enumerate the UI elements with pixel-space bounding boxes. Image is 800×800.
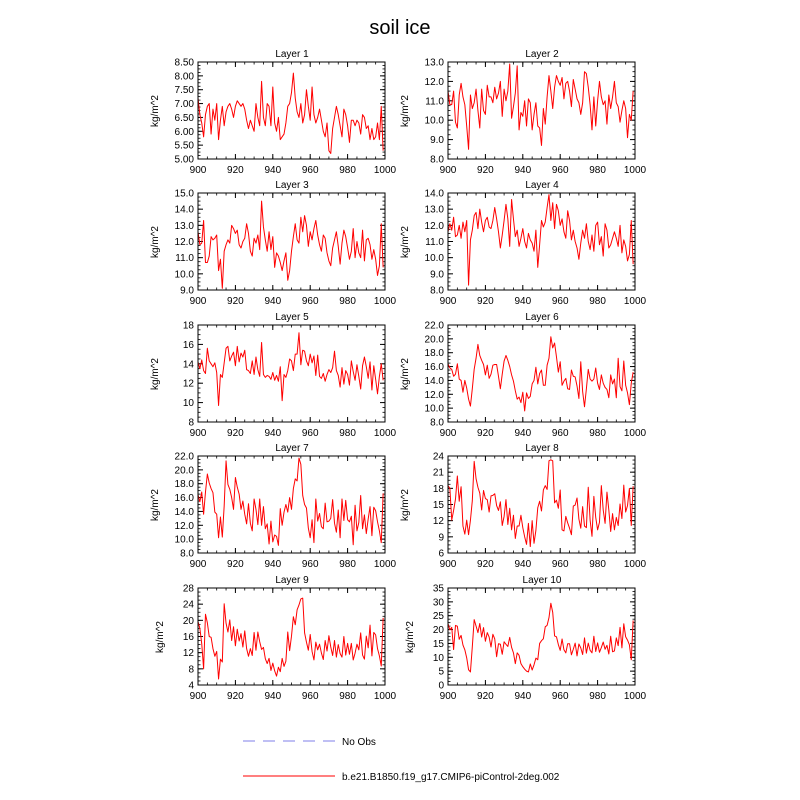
x-tick-label: 940 [514, 428, 532, 439]
y-tick-label: 20 [432, 625, 444, 637]
panel-title: Layer 8 [525, 443, 559, 454]
y-tick-label: 8.0 [430, 154, 444, 166]
y-tick-label: 18.0 [424, 348, 444, 360]
x-tick-label: 940 [264, 559, 282, 570]
y-tick-label: 6.50 [174, 112, 194, 124]
y-tick-label: 5.50 [174, 140, 194, 152]
x-tick-label: 900 [189, 691, 207, 702]
x-tick-label: 980 [339, 165, 356, 176]
x-tick-label: 1000 [373, 691, 397, 702]
x-tick-label: 1000 [373, 296, 397, 307]
x-tick-label: 920 [227, 428, 244, 439]
x-tick-label: 900 [189, 296, 207, 307]
x-tick-label: 1000 [373, 428, 397, 439]
x-tick-label: 1000 [623, 559, 647, 570]
x-tick-label: 900 [189, 165, 207, 176]
y-tick-label: 11.0 [175, 253, 194, 265]
y-tick-label: 8.0 [430, 285, 444, 297]
legend-label-no-obs: No Obs [342, 737, 376, 748]
x-tick-label: 920 [477, 428, 494, 439]
y-tick-label: 6.00 [174, 126, 194, 138]
y-axis-label: kg/m^2 [150, 226, 161, 258]
plot-area-4 [425, 189, 647, 308]
plot-area-1 [175, 58, 397, 177]
y-tick-label: 12 [432, 516, 444, 528]
y-tick-label: 16.0 [424, 362, 444, 374]
plot-area-9 [183, 584, 397, 703]
y-tick-label: 15.0 [174, 188, 194, 200]
x-tick-label: 980 [589, 296, 606, 307]
panel-layer-5 [150, 312, 309, 390]
x-tick-label: 960 [301, 559, 319, 570]
panel-title: Layer 7 [275, 443, 309, 454]
y-tick-label: 12.0 [424, 220, 444, 232]
x-tick-label: 960 [551, 559, 569, 570]
x-tick-label: 900 [189, 559, 207, 570]
x-tick-label: 900 [439, 165, 457, 176]
y-tick-label: 24 [182, 599, 194, 611]
y-tick-label: 28 [182, 583, 194, 595]
x-tick-label: 1000 [623, 165, 647, 176]
x-tick-label: 980 [339, 296, 356, 307]
y-tick-label: 20.0 [424, 334, 444, 346]
legend-label-model: b.e21.B1850.f19_g17.CMIP6-piControl-2deg.002 [342, 772, 560, 783]
panel-title: Layer 3 [275, 180, 309, 191]
y-tick-label: 13.0 [424, 57, 444, 69]
y-tick-label: 8.50 [174, 57, 194, 69]
x-tick-label: 920 [477, 559, 494, 570]
x-tick-label: 900 [439, 559, 457, 570]
x-tick-label: 900 [439, 691, 457, 702]
x-tick-label: 1000 [623, 296, 647, 307]
panel-title: Layer 6 [525, 312, 559, 323]
y-axis-label: kg/m^2 [405, 621, 416, 653]
y-axis-label: kg/m^2 [400, 358, 411, 390]
x-tick-label: 960 [301, 691, 319, 702]
y-tick-label: 10.0 [174, 269, 194, 281]
x-tick-label: 1000 [373, 165, 397, 176]
y-tick-label: 25 [432, 611, 444, 623]
y-tick-label: 14 [182, 359, 194, 371]
y-tick-label: 20 [182, 615, 194, 627]
y-tick-label: 24 [432, 451, 444, 463]
x-tick-label: 940 [514, 165, 532, 176]
y-tick-label: 7.50 [174, 85, 194, 97]
panel-title: Layer 5 [275, 312, 309, 323]
series-line [448, 337, 633, 411]
x-tick-label: 980 [339, 428, 356, 439]
y-tick-label: 18 [182, 320, 194, 332]
panel-layer-9 [155, 575, 309, 653]
y-tick-label: 0 [438, 680, 444, 692]
y-tick-label: 12.0 [174, 237, 194, 248]
y-axis-label: kg/m^2 [150, 95, 161, 127]
y-tick-label: 18 [432, 483, 444, 495]
x-tick-label: 900 [439, 428, 457, 439]
y-tick-label: 14.0 [174, 506, 194, 518]
plot-area-6 [425, 321, 647, 440]
x-tick-label: 1000 [623, 428, 647, 439]
y-axis-label: kg/m^2 [400, 489, 411, 521]
y-tick-label: 8.0 [180, 548, 194, 560]
x-tick-label: 1000 [373, 559, 397, 570]
y-tick-label: 22.0 [174, 451, 194, 463]
x-tick-label: 920 [227, 559, 244, 570]
x-tick-label: 940 [514, 691, 532, 702]
y-tick-label: 9.0 [430, 135, 444, 147]
x-tick-label: 960 [551, 428, 569, 439]
y-tick-label: 9.0 [430, 269, 444, 281]
x-tick-label: 920 [227, 296, 244, 307]
series-line [198, 73, 383, 153]
x-tick-label: 960 [301, 296, 319, 307]
y-tick-label: 8.0 [430, 417, 444, 429]
y-axis-label: kg/m^2 [150, 489, 161, 521]
panel-title: Layer 4 [525, 180, 559, 191]
y-tick-label: 22.0 [424, 320, 444, 332]
x-tick-label: 900 [439, 296, 457, 307]
y-tick-label: 12.0 [174, 520, 194, 532]
series-line [198, 598, 383, 679]
series-line [198, 458, 383, 545]
plot-frame [198, 325, 385, 422]
y-tick-label: 10.0 [174, 534, 194, 546]
panel-title: Layer 10 [522, 575, 562, 586]
x-tick-label: 940 [264, 691, 282, 702]
plot-frame [448, 588, 635, 685]
y-axis-label: kg/m^2 [400, 95, 411, 127]
x-tick-label: 920 [477, 691, 494, 702]
y-tick-label: 14.0 [424, 188, 444, 200]
x-tick-label: 980 [589, 559, 606, 570]
x-tick-label: 1000 [623, 691, 647, 702]
x-tick-label: 960 [551, 165, 569, 176]
y-tick-label: 10 [432, 652, 444, 664]
y-tick-label: 15 [432, 500, 444, 511]
plot-frame [448, 456, 635, 553]
y-tick-label: 5.00 [174, 154, 194, 166]
y-tick-label: 12.0 [424, 389, 444, 401]
plot-frame [448, 193, 635, 290]
legend [243, 737, 560, 783]
x-tick-label: 980 [339, 559, 356, 570]
x-tick-label: 940 [264, 428, 282, 439]
x-tick-label: 940 [514, 296, 532, 307]
x-tick-label: 940 [514, 559, 532, 570]
y-tick-label: 13.0 [424, 204, 444, 216]
x-tick-label: 940 [264, 296, 282, 307]
y-tick-label: 6 [438, 548, 444, 560]
y-tick-label: 12 [182, 648, 194, 660]
panel-title: Layer 1 [275, 49, 309, 60]
y-tick-label: 7.00 [174, 99, 194, 111]
y-tick-label: 12.0 [424, 76, 444, 88]
y-tick-label: 10 [182, 398, 194, 410]
y-tick-label: 9 [438, 532, 444, 544]
plot-area-7 [175, 452, 397, 571]
y-axis-label: kg/m^2 [155, 621, 166, 653]
y-tick-label: 10.0 [424, 253, 444, 265]
x-tick-label: 920 [477, 296, 494, 307]
x-tick-label: 980 [589, 428, 606, 439]
y-tick-label: 20.0 [174, 465, 194, 477]
y-tick-label: 10.0 [424, 115, 444, 127]
series-line [448, 603, 633, 672]
y-axis-label: kg/m^2 [400, 226, 411, 258]
x-tick-label: 980 [339, 691, 356, 702]
series-line [448, 64, 633, 149]
series-line [448, 195, 633, 286]
y-axis-label: kg/m^2 [150, 358, 161, 390]
plot-area-5 [183, 321, 397, 440]
y-tick-label: 16 [182, 339, 194, 351]
x-tick-label: 960 [301, 428, 319, 439]
x-tick-label: 920 [227, 691, 244, 702]
panel-title: Layer 9 [275, 575, 309, 586]
y-tick-label: 11.0 [425, 237, 444, 248]
plot-area-8 [433, 452, 647, 571]
x-tick-label: 960 [551, 296, 569, 307]
y-tick-label: 15 [432, 638, 444, 650]
x-tick-label: 940 [264, 165, 282, 176]
x-tick-label: 960 [551, 691, 569, 702]
y-tick-label: 12 [182, 378, 194, 390]
x-tick-label: 920 [477, 165, 494, 176]
series-line [198, 201, 383, 288]
y-tick-label: 18.0 [174, 479, 194, 491]
plot-area-2 [425, 58, 647, 177]
x-tick-label: 960 [301, 165, 319, 176]
y-tick-label: 5 [438, 666, 444, 678]
y-tick-label: 11.0 [425, 96, 444, 108]
y-tick-label: 30 [432, 597, 444, 609]
y-tick-label: 21 [432, 467, 444, 479]
y-tick-label: 8.00 [174, 71, 194, 83]
x-tick-label: 980 [589, 691, 606, 702]
x-tick-label: 920 [227, 165, 244, 176]
y-tick-label: 13.0 [174, 220, 194, 232]
y-tick-label: 8 [188, 417, 194, 429]
y-tick-label: 35 [432, 583, 444, 595]
y-tick-label: 9.0 [180, 285, 194, 297]
y-tick-label: 14.0 [174, 204, 194, 216]
panel-layer-8 [400, 443, 559, 521]
panel-title: Layer 2 [525, 49, 559, 60]
plot-area-3 [175, 189, 397, 308]
y-tick-label: 10.0 [424, 403, 444, 415]
y-tick-label: 8 [188, 664, 194, 676]
y-tick-label: 14.0 [424, 375, 444, 387]
plot-area-10 [433, 584, 647, 703]
y-tick-label: 16 [182, 632, 194, 643]
figure-title: soil ice [369, 17, 431, 39]
panel-layer-10 [405, 575, 562, 653]
y-tick-label: 16.0 [174, 493, 194, 505]
series-line [198, 333, 383, 406]
series-line [448, 460, 633, 547]
x-tick-label: 900 [189, 428, 207, 439]
y-tick-label: 4 [188, 680, 194, 692]
x-tick-label: 980 [589, 165, 606, 176]
